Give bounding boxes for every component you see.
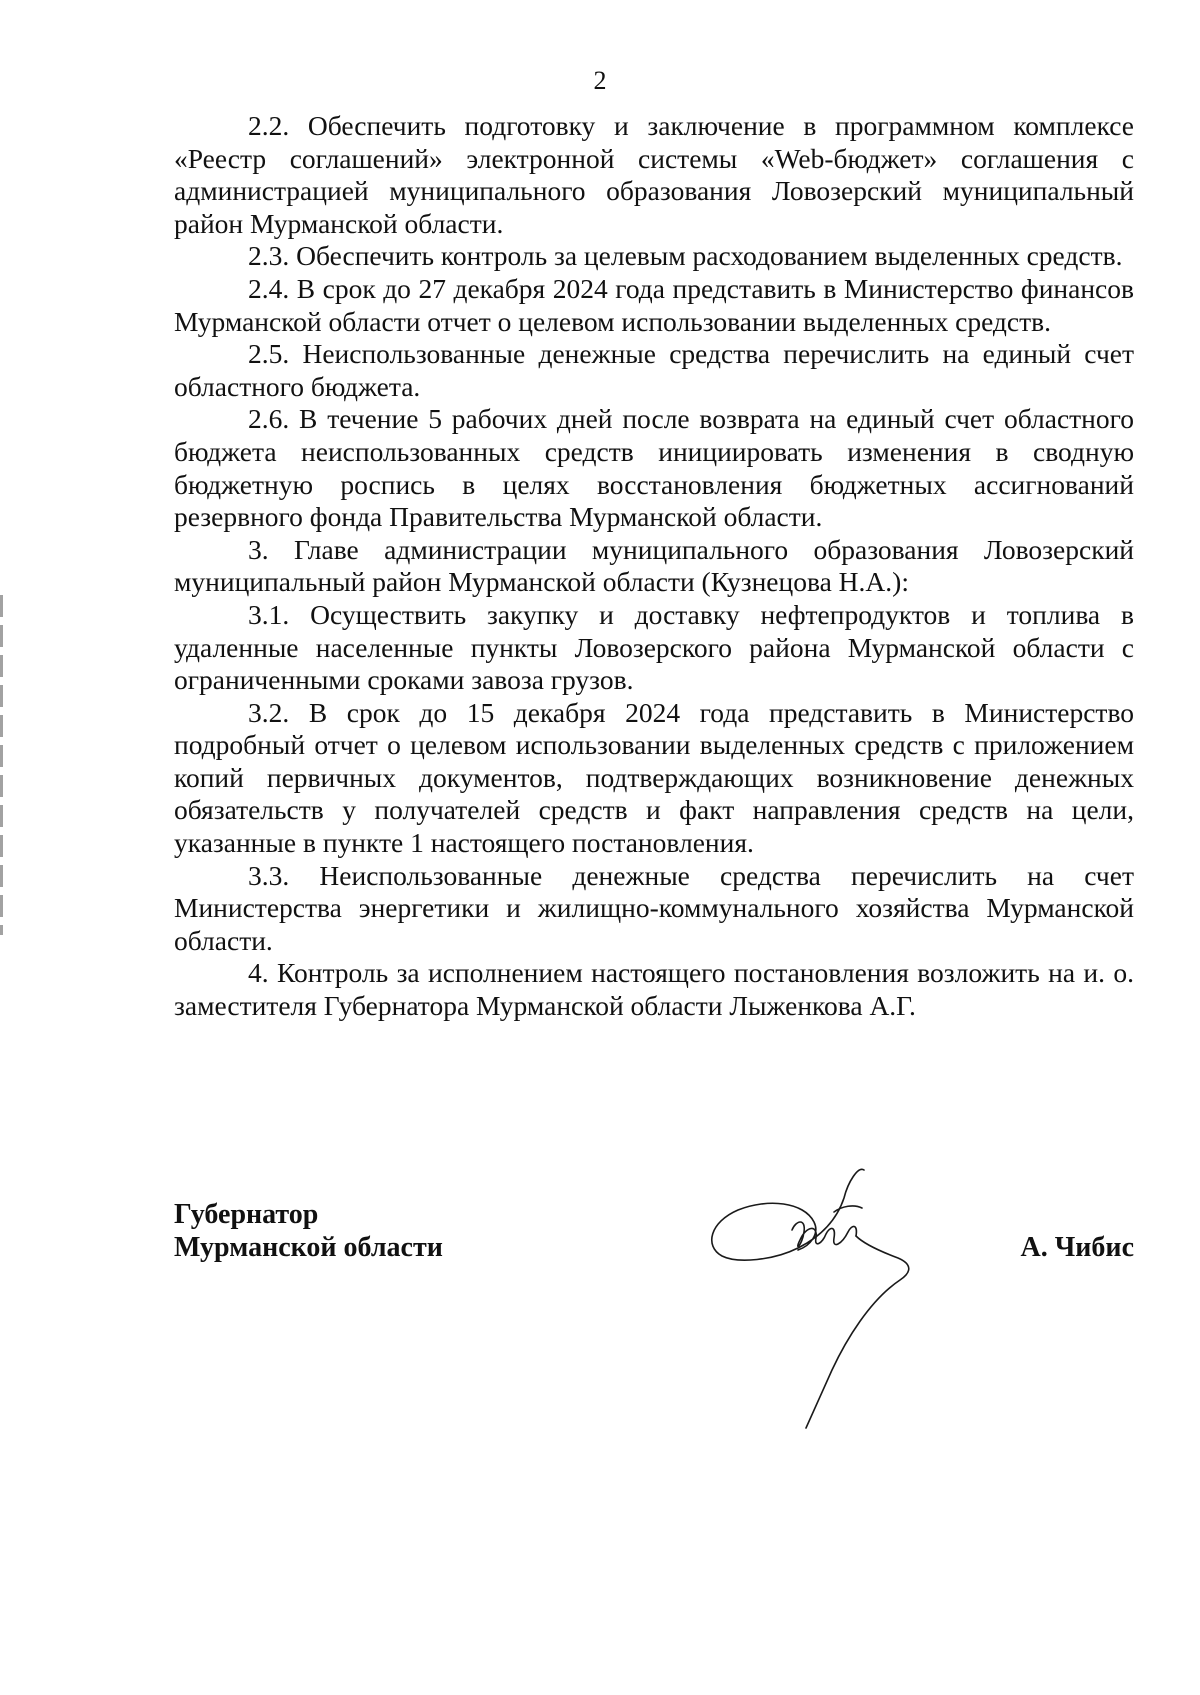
handwritten-signature [686,1160,946,1460]
paragraph-3-3: 3.3. Неиспользованные денежные средства перечислить на счет Министерства энергетики и жилищно-коммунального хозяйства Мурманской области. [174,859,1134,956]
scan-edge-artifact [0,595,3,935]
paragraph-3: 3. Главе администрации муниципального образования Ловозерский муниципальный район Мурманской области (Кузнецова Н.А.): [174,533,1134,598]
document-body [174,110,1134,1023]
paragraph-2-4: 2.4. В срок до 27 декабря 2024 года представить в Министерство финансов Мурманской области отчет о целевом использовании выделенных средств. [174,272,1134,337]
signatory-name: А. Чибис [1020,1232,1134,1263]
signatory-title-line-2: Мурманской области [174,1232,443,1263]
paragraph-3-1: 3.1. Осуществить закупку и доставку нефтепродуктов и топлива в удаленные населенные пункты Ловозерского района Мурманской области с ограниченными сроками завоза грузов. [174,598,1134,696]
paragraph-2-5: 2.5. Неиспользованные денежные средства перечислить на единый счет областного бюджета. [174,338,1134,402]
signatory-title [174,1198,443,1264]
paragraph-4: 4. Контроль за исполнением настоящего постановления возложить на и. о. заместителя Губернатора Мурманской области Лыженкова А.Г. [174,957,1134,1022]
paragraph-3-2: 3.2. В срок до 15 декабря 2024 года представить в Министерство подробный отчет о целевом использовании выделенных средств с приложением копий первичных документов, подтверждающих возникновение денежных обязательств у получателей средств и факт направления средств на цели, указанные в пункте 1 настоящего постановления. [174,696,1134,859]
paragraph-2-2: 2.2. Обеспечить подготовку и заключение в программном комплексе «Реестр соглашений» электронной системы «Web-бюджет» соглашения с администрацией муниципального образования Ловозерский муниципальный район Мурманской области. [174,110,1134,239]
signatory-title-line-1: Губернатор [174,1199,319,1230]
page-number: 2 [593,66,607,95]
signature-block [174,1198,1134,1458]
paragraph-2-6: 2.6. В течение 5 рабочих дней после возврата на единый счет областного бюджета неиспользованных средств инициировать изменения в сводную бюджетную роспись в целях восстановления бюджетных ассигнований резервного фонда Правительства Мурманской области. [174,403,1134,533]
paragraph-2-3: 2.3. Обеспечить контроль за целевым расходованием выделенных средств. [248,240,1123,272]
